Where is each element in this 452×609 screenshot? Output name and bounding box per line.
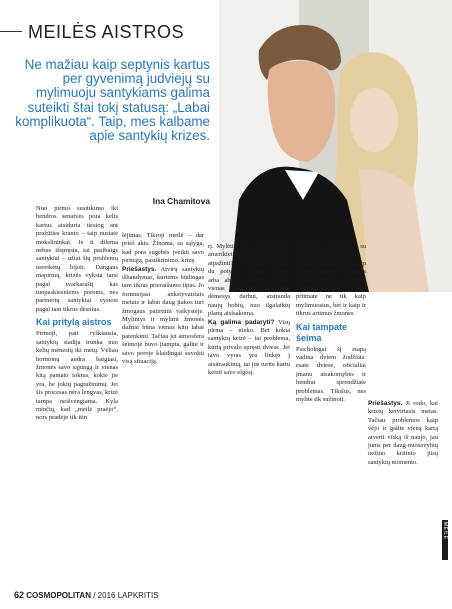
paragraph-text: tarp jūsų atsirado stipraus pasitikėjimo ir šilumos jausmas. Vienas kitą priimate ne tik kaip mylimuosius, bet ir kaip ir tikrus artimus žmones.: [296, 259, 367, 318]
author-byline: Ina Chamitova: [152, 196, 210, 206]
lead-in: Krizė baigėsi, jei...: [296, 259, 354, 267]
subheading: Kai tampate šeima: [296, 321, 348, 343]
paragraph: lėjimas. Tikroji meilė – dar prieš akis. Žinoma, su sąlyga, kad pora sugebės įveikti savo pirmąją, pastikrinimo, krizę.: [122, 232, 204, 265]
lead-in: Priešastys.: [122, 265, 157, 273]
paragraph: Psichologai šį etapą vadina dviem žodžiais: esate dviese, oficialiai įmanu atsakomybės ir bendrai sprendžiate problemas. Tikslus, nes mylite tik sužinoti.: [296, 345, 366, 404]
column-2: [122, 232, 204, 367]
column-1: [36, 205, 118, 423]
paragraph: [208, 319, 290, 378]
paragraph: Pirmoji, pati ryškiausia, santykių stadija trunka nuo kelių mėnesių iki metų. Vėliau hormonų audra baigiasi, žmonės savo sąjungą ir vienas kitą pamato tokius, kokie jie yra, be jokių pagražinimų. Jei šis procesas nėra lengvas, krizė tampa neišvengiama. Kyla minčių, kad „meilė praėjo“, nors pradėjo tik itin: [36, 330, 118, 422]
side-section-tag: MEILĖ: [442, 520, 448, 560]
column-3: [208, 243, 290, 378]
headline: Ne mažiau kaip septynis kartus per gyvenimą judviejų su mylimuoju santykiams galima suteikti štai tokį statusą: „Labai komplikuota“. Taip, mes kalbame apie santykių krizes.: [15, 57, 210, 144]
paragraph: [368, 400, 438, 467]
paragraph-text: Atvirų santykių išbandymas, kuriems būdingas tam tikras prieraišumo tipas. Jo formuojasi ankstyvaisiais metais ir labai daug įtakos turi žmogaus patirtimi vaikystėje. Mylintys ir mylimi žmonės dažnai būna vienas kitu labai patenkinti. Tačiau jei atmosfera šeimoje buvo įtampta, galite ir savo poroje klaidingai suvokti visą situaciją.: [122, 265, 204, 366]
lead-in: Priešastys.: [368, 400, 403, 407]
paragraph: [296, 260, 366, 319]
paragraph: Vadinasi, santykiai su tokiu žmogumi – ne tau.: [296, 243, 366, 259]
paragraph-text: Visų pirma – nieko. Bet kokia santykių krizė – tai problema, kurią privalo spręsti dviese. Jei tavo vyras yra linkęs į atsitraukimą, tai jūs turite kartu keisti savo elgesį.: [208, 318, 290, 377]
subheading: Kai pritylą aistros: [36, 317, 112, 328]
paragraph: [122, 266, 204, 367]
section-title: MEILĖS AISTROS: [28, 22, 185, 42]
column-5: [368, 400, 438, 467]
paragraph: rį. Mylėti tokį – kaip važinėti amerikietiškais kalneliais. Kaip atpažinti? Šiai krizei būdingi du potyriai. Pirmas: vienas arba abu partneriai atitolsta vienas nuo kito. Padidėja dėmesys darbui, atsiranda naujų hobių, nuo ilgalaikių planų atsisakoma.: [208, 243, 290, 318]
paragraph-text: Ji rodo, kai krizių ketvirtasis metas. Tačiau problemos kaip vėjo ir galite vieną kartą atverti viską iš naujo, jau jums per daug nuosavybių nežino kritinio jūsų santykių momento.: [368, 400, 438, 466]
page-number: 62: [14, 590, 25, 600]
paragraph: Nuo pirmo susitikimo iki bendros senatvės pora kelis kartus atsiduria tiesiog ant pražūties kranto – taip nustatė mokslininkai. Je ti dilema nebus išspręsta, tai pasibaigs santykiai – užtat šių problemų nereikėtų bijoti. Dangaus mapirmų, krizės vyksta tarsi pagal tvarkaraštį kas tuopaskiesniems poroms, nes partnerių santykiai vystosi pagal tam tikrus dėsnius.: [36, 205, 118, 313]
column-4: [296, 243, 366, 405]
issue-date: / 2016 LAPKRITIS: [93, 591, 159, 600]
page-footer: [14, 590, 159, 600]
lead-in: Ką galima padaryti?: [208, 318, 275, 326]
magazine-name: COSMOPOLITAN: [26, 591, 91, 600]
